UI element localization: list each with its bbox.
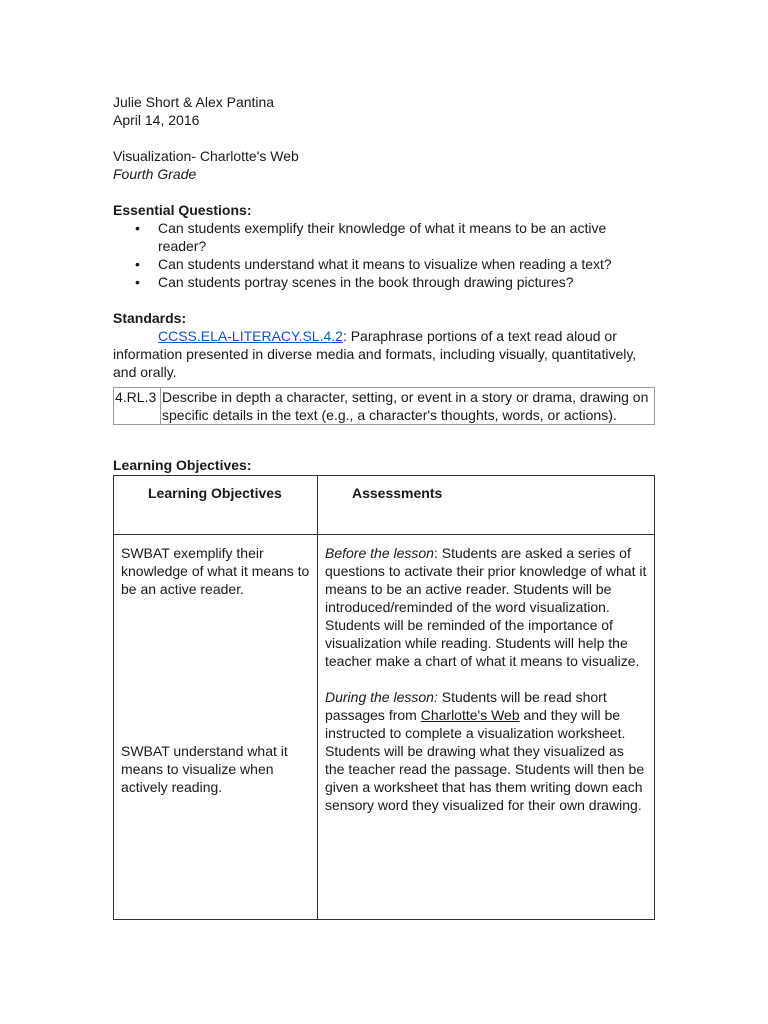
standard-rl-description: Describe in depth a character, setting, or event in a story or drama, drawing on specific details in the text (e.g., a character's thoughts, words, or actions). xyxy=(161,388,655,425)
assessments-cell xyxy=(318,535,655,920)
objective-1: SWBAT exemplify their knowledge of what it means to be an active reader. xyxy=(121,545,310,597)
objectives-cell xyxy=(114,535,318,920)
standard-description: : Paraphrase portions of a text read aloud or information presented in diverse media and formats, including visually, quantitatively, and orally. xyxy=(113,328,637,380)
during-lesson-label: During the lesson: xyxy=(325,689,438,705)
date: April 14, 2016 xyxy=(113,112,200,128)
before-lesson-text: : Students are asked a series of questions to activate their prior knowledge of what it means to be an active reader. Students will be introduced/reminded of the word visualization. Students will be reminded of the importance of visualization while reading. Students will help the teacher make a chart of what it means to visualize. xyxy=(325,545,647,669)
before-lesson-label: Before the lesson xyxy=(325,545,434,561)
standard-sl-4-2 xyxy=(113,327,655,381)
table-row xyxy=(114,388,655,425)
table-row xyxy=(114,476,655,535)
grade-level: Fourth Grade xyxy=(113,166,197,182)
list-item: • Can students portray scenes in the book through drawing pictures? xyxy=(158,273,655,291)
essential-questions-heading: Essential Questions: xyxy=(113,202,252,218)
standard-link[interactable]: CCSS.ELA-LITERACY.SL.4.2 xyxy=(158,328,343,344)
objective-2: SWBAT understand what it means to visualize when actively reading. xyxy=(121,743,288,795)
authors: Julie Short & Alex Pantina xyxy=(113,94,275,110)
learning-objectives-heading: Learning Objectives: xyxy=(113,457,252,473)
book-title: Charlotte's Web xyxy=(420,707,520,723)
column-header-objectives: Learning Objectives xyxy=(114,476,318,535)
lesson-plan-page xyxy=(113,93,655,920)
list-item: • Can students understand what it means to visualize when reading a text? xyxy=(158,255,655,273)
objectives-table xyxy=(113,475,655,920)
standard-code: 4.RL.3 xyxy=(114,388,161,425)
essential-questions-list xyxy=(113,219,655,291)
during-lesson-text-1: Students will be read short passages from xyxy=(325,689,607,723)
standards-heading: Standards: xyxy=(113,310,187,326)
before-lesson-assessment xyxy=(325,544,647,670)
column-header-assessments: Assessments xyxy=(318,476,655,535)
list-item: • Can students exemplify their knowledge of what it means to be an active reader? xyxy=(158,219,655,255)
standard-table xyxy=(113,387,655,425)
lesson-title: Visualization- Charlotte's Web xyxy=(113,148,299,164)
table-row xyxy=(114,535,655,920)
during-lesson-text-2: and they will be instructed to complete a visualization worksheet. Students will be drawing what they visualized as the teacher read the passage. Students will then be given a worksheet that has them writing down each sensory word they visualized for their own drawing. xyxy=(325,707,645,813)
during-lesson-assessment xyxy=(325,688,647,814)
